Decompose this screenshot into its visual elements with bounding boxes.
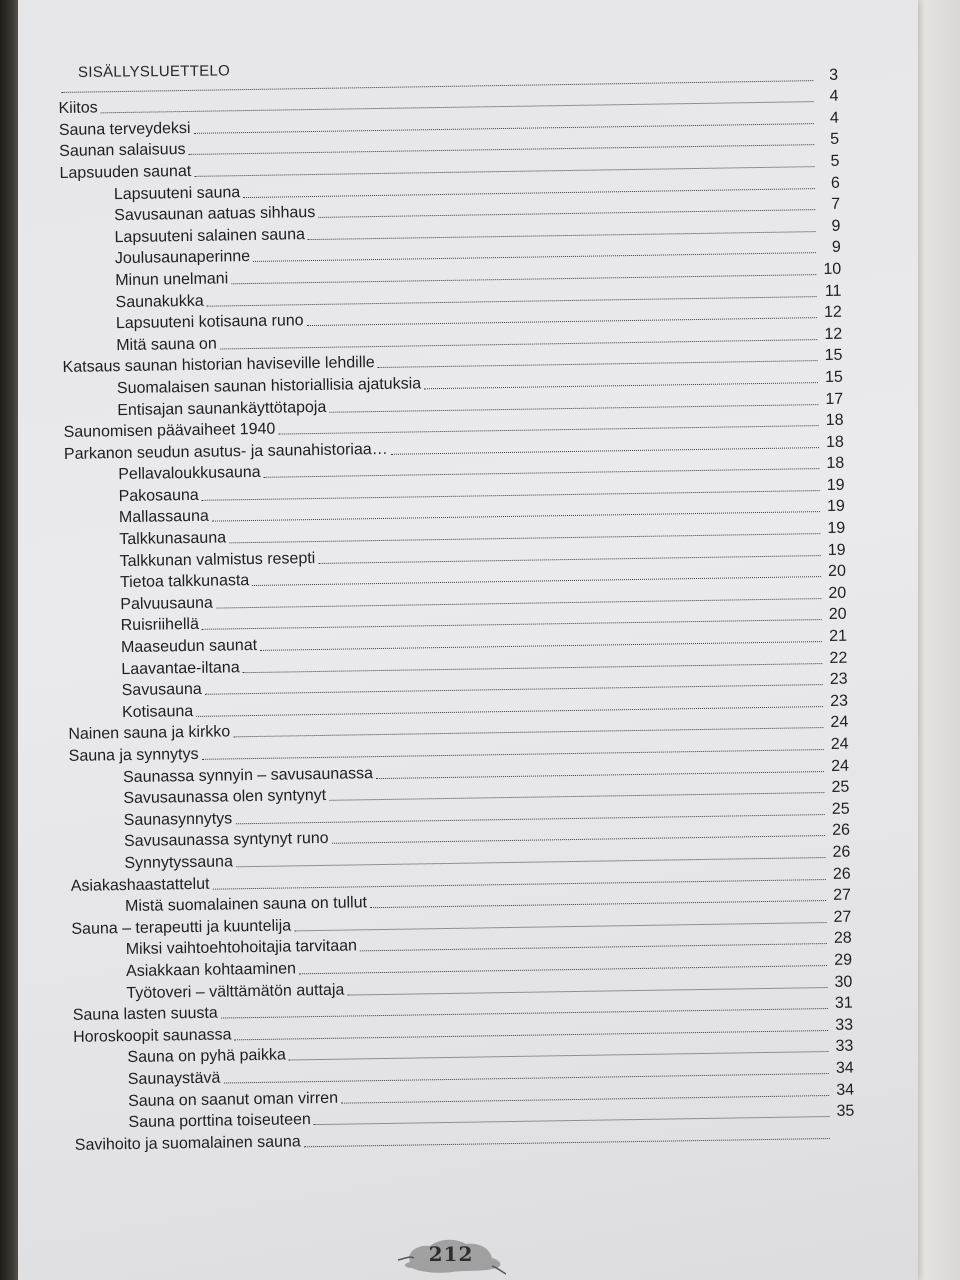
toc-entry-page: 3 (829, 66, 839, 84)
toc-entry-title: Kotisauna (121, 702, 194, 721)
toc-entry-title: Saunasynnytys (123, 810, 233, 829)
toc-entry-title: Saunaystävä (127, 1069, 221, 1088)
toc-entry-page: 18 (825, 433, 845, 451)
toc-entry-page: 18 (825, 411, 844, 430)
toc-entry-title: Asiakashaastattelut (70, 875, 210, 895)
toc-entry-page: 23 (830, 692, 849, 710)
toc-entry-page: 5 (830, 152, 840, 170)
toc-entry-page: 28 (833, 929, 852, 948)
toc-entry-page: 26 (832, 843, 851, 861)
toc-entry-title: Palvuusauna (120, 594, 213, 613)
toc-entry-title: Maaseudun saunat (120, 636, 258, 657)
toc-entry-page: 19 (826, 498, 846, 516)
toc-entry-title: Asiakkaan kohtaaminen (125, 960, 297, 980)
toc-entry-page: 25 (831, 778, 850, 797)
toc-entry-title: Pellavaloukkusauna (118, 464, 261, 484)
toc-entry-page: 4 (829, 87, 839, 106)
toc-entry-page: 25 (831, 800, 850, 818)
toc-entry-page: 26 (832, 822, 851, 840)
toc-entry-title: Horoskoopit saunassa (72, 1026, 232, 1046)
toc-entry-page: 27 (833, 908, 852, 926)
toc-entry-page: 17 (825, 390, 844, 408)
dot-leader (304, 1138, 830, 1147)
toc-entry-page: 33 (835, 1016, 854, 1034)
toc-entry-page: 11 (824, 282, 842, 300)
toc-entry-title: Sauna ja synnytys (68, 745, 199, 765)
toc-entry-page: 21 (828, 627, 848, 645)
toc-entry-page: 24 (831, 757, 850, 775)
toc-entry-page: 4 (829, 109, 839, 127)
toc-entry-title: Sauna on pyhä paikka (127, 1046, 286, 1067)
toc-entry-title: Mistä suomalainen sauna on tullut (124, 894, 368, 916)
toc-entry-page: 33 (835, 1037, 854, 1056)
toc-entry-title: Kiitos (58, 99, 98, 118)
toc-entry-title: Ruisriihellä (120, 616, 200, 635)
toc-entry-title: Saunakukka (115, 292, 204, 311)
toc-entry-page: 7 (831, 195, 841, 214)
toc-entry-page: 19 (826, 476, 845, 494)
toc-entry-title: Talkkunan valmistus resepti (119, 549, 316, 570)
toc-entry-page: 24 (830, 735, 849, 753)
toc-entry-page: 24 (830, 714, 849, 732)
toc-entry-title: Suomalaisen saunan historiallisia ajatuksia (116, 375, 422, 398)
toc-entry-page: 30 (834, 973, 853, 991)
toc-entry-title: Sauna on saanut oman virren (128, 1089, 339, 1110)
toc-entry-title: Savusaunan aatuas sihhaus (114, 204, 316, 225)
toc-entry-title: Lapsuuteni kotisauna runo (115, 312, 304, 333)
toc-entry-page: 20 (828, 606, 847, 624)
toc-entry-title: Lapsuuden saunat (59, 162, 192, 182)
toc-entry-title: Nainen sauna ja kirkko (68, 723, 231, 744)
toc-entry-title: Synnytyssauna (124, 853, 234, 873)
toc-entry-title: Lapsuuteni sauna (113, 183, 241, 203)
toc-entry-title: Mallassauna (118, 508, 209, 527)
toc-entry-title: Saunan salaisuus (59, 141, 186, 161)
toc-entry-title: Savusauna (121, 681, 202, 700)
toc-entry-page: 20 (828, 584, 847, 602)
toc-entry-title: Pakosauna (118, 486, 199, 505)
toc-entry-page: 6 (830, 174, 840, 192)
toc-entry-page: 12 (823, 303, 842, 322)
toc-entry-page: 9 (831, 217, 841, 235)
toc-entry-title: Sauna terveydeksi (58, 119, 191, 139)
toc-entry-page: 26 (832, 865, 851, 883)
page-title: SISÄLLYSLUETTELO (77, 62, 231, 81)
toc-entry-title: Miksi vaihtoehtohoitajia tarvitaan (125, 937, 358, 959)
toc-entry-title: Minun unelmani (115, 270, 229, 290)
toc-entry-title: Mitä sauna on (116, 335, 217, 354)
toc-entry-page: 5 (830, 131, 840, 149)
toc-entry-title: Sauna lasten suusta (72, 1004, 218, 1025)
toc-entry-page: 34 (836, 1081, 855, 1099)
toc-entry-title: Saunassa synnyin – savusaunassa (122, 764, 374, 786)
toc-entry-title: Lapsuuteni salainen sauna (114, 225, 306, 246)
toc-entry-page: 15 (824, 368, 843, 386)
toc-entry-page: 27 (833, 886, 852, 905)
toc-entry-title: Sauna porttina toiseuteen (128, 1111, 311, 1132)
toc-entry-page: 22 (829, 649, 848, 667)
toc-entry-page: 35 (836, 1102, 855, 1120)
toc-entry-title: Laavantae-iltana (121, 658, 240, 678)
toc-entry-page: 23 (829, 670, 848, 689)
toc-entry-title: Parkanon seudun asutus- ja saunahistoriaa… (63, 440, 388, 463)
toc-entry-title: Savusaunassa syntynyt runo (123, 830, 329, 851)
toc-entry-title: Tietoa talkkunasta (119, 572, 250, 592)
toc-entry-page: 18 (826, 454, 845, 473)
toc-entry-page: 29 (834, 951, 853, 969)
toc-entry-page: 20 (827, 562, 847, 581)
toc-entry-page: 12 (824, 325, 843, 343)
toc-entry-page: 19 (827, 519, 846, 538)
toc-entry-title: Entisajan saunankäyttötapoja (117, 398, 327, 419)
toc-entry-title: Talkkunasauna (119, 529, 227, 549)
page-number-badge (396, 1232, 506, 1276)
book-page (18, 0, 918, 1280)
toc-entry-title: Saunomisen päävaiheet 1940 (63, 420, 276, 442)
toc-entry-page: 31 (834, 994, 853, 1013)
toc-entry-title: Savihoito ja suomalainen sauna (74, 1133, 301, 1154)
toc-entry-page: 19 (827, 541, 846, 559)
toc-entry-page: 10 (823, 260, 842, 278)
table-of-contents (58, 62, 855, 1154)
toc-entry-title: Katsaus saunan historian haviseville lehdille (62, 354, 375, 377)
toc-entry-title: Työtoveri – välttämätön auttaja (126, 981, 345, 1002)
toc-entry-title: Joulusaunaperinne (114, 248, 251, 268)
toc-entry-page: 34 (835, 1059, 854, 1077)
toc-entry-title: Savusaunassa olen syntynyt (123, 787, 327, 808)
toc-entry-page: 15 (824, 347, 843, 365)
toc-entry-page: 9 (831, 239, 841, 257)
page-number: 212 (428, 1242, 474, 1266)
toc-entry-title: Sauna – terapeutti ja kuuntelija (71, 917, 292, 938)
